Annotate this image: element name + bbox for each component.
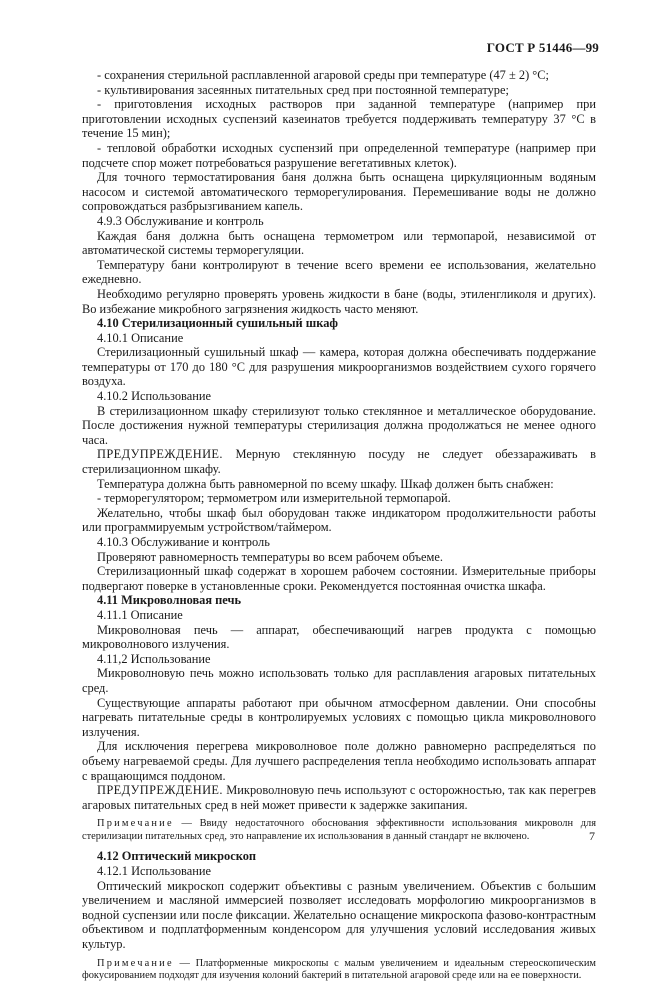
list-item: - приготовления исходных растворов при заданной температуре (например при приготовлении исходных суспензий казеинатов требуется поддерживать температуру 37 °С в течение 15 мин); xyxy=(82,97,596,141)
subsection-title: 4.9.3 Обслуживание и контроль xyxy=(97,213,264,228)
note-paragraph xyxy=(82,958,596,983)
body-paragraph: Необходимо регулярно проверять уровень жидкости в бане (воды, этиленгликоля и других). Во избежание микробного загрязнения жидкость часто меняют. xyxy=(82,286,596,316)
warning-text: Мерную стеклянную посуду не следует обеззараживать в стерилизационном шкафу. xyxy=(82,447,596,477)
section-heading: 4.12 Оптический микроскоп xyxy=(97,849,257,864)
body-paragraph: Желательно, чтобы шкаф был оборудован также индикатором продолжительности работы или программируемым устройством/таймером. xyxy=(82,505,596,535)
body-paragraph: Стерилизационный сушильный шкаф — камера, которая должна обеспечивать поддержание температуры от 170 до 180 °С для разрушения микроорганизмов воздействием сухого горячего воздуха. xyxy=(82,345,596,389)
note-text: — Ввиду недостаточного обоснования эффективности использования микроволн для стерилизации питательных сред, это направление их использования в данный стандарт не включено. xyxy=(82,818,596,842)
subsection-title: 4.10.2 Использование xyxy=(97,389,211,404)
subsection-title: 4.12.1 Использование xyxy=(97,864,211,879)
list-item: - тепловой обработки исходных суспензий при определенной температуре (например при подсчете спор может потребоваться разрушение вегетативных клеток). xyxy=(82,140,596,170)
body-paragraph: Проверяют равномерность температуры во всем рабочем объеме. xyxy=(97,549,443,564)
body-paragraph: Стерилизационный шкаф содержат в хорошем рабочем состоянии. Измерительные приборы подвергают поверке в установленные сроки. Рекомендуется постоянная очистка шкафа. xyxy=(82,564,596,593)
body-paragraph: Каждая баня должна быть оснащена термометром или термопарой, независимой от автоматической системы терморегуляции. xyxy=(82,228,596,258)
note-paragraph xyxy=(82,818,596,843)
warning-paragraph xyxy=(82,783,596,812)
subsection-title: 4.11.1 Описание xyxy=(97,607,183,622)
list-item: - сохранения стерильной расплавленной агаровой среды при температуре (47 ± 2) °С; xyxy=(97,68,549,82)
warning-label: ПРЕДУПРЕЖДЕНИЕ. xyxy=(97,783,223,798)
body-paragraph: Для точного термостатирования баня должна быть оснащена циркуляционным водяным насосом и системой автоматического терморегулирования. Перемешивание воды не должно сопровождаться разбрызгиванием капель. xyxy=(82,170,596,214)
warning-label: ПРЕДУПРЕЖДЕНИЕ. xyxy=(97,447,223,462)
body-paragraph: Микроволновая печь — аппарат, обеспечивающий нагрев продукта с помощью микроволнового излучения. xyxy=(82,622,596,652)
note-label: Примечание xyxy=(97,818,174,830)
subsection-title: 4.10.3 Обслуживание и контроль xyxy=(97,535,270,549)
warning-paragraph xyxy=(82,447,596,476)
body-paragraph: Существующие аппараты работают при обычном атмосферном давлении. Они способны нагревать питательные среды в контролируемых условиях с помощью цикла микроволнового излучения. xyxy=(82,695,596,739)
warning-text: Микроволновую печь используют с осторожностью, так как перегрев агаровых питательных сред в ней может привести к задержке закипания. xyxy=(82,783,596,812)
list-item: - культивирования засеянных питательных сред при постоянной температуре; xyxy=(97,82,509,97)
body-paragraph: Для исключения перегрева микроволновое поле должно равномерно распределяться по объему нагреваемой среды. Для лучшего распределения тепла необходимо использовать аппарат с вращающимся поддоном. xyxy=(82,739,596,783)
document-code-header: ГОСТ Р 51446—99 xyxy=(486,40,599,55)
subsection-title: 4.10.1 Описание xyxy=(97,330,184,345)
body-paragraph: Температура должна быть равномерной по всему шкафу. Шкаф должен быть снабжен: xyxy=(97,476,554,491)
page-number: 7 xyxy=(589,829,595,843)
note-label: Примечание xyxy=(97,957,174,969)
body-paragraph: Оптический микроскоп содержит объективы с разным увеличением. Объектив с большим увеличением и масляной иммерсией позволяет исследовать морфологию микроорганизмов в водной суспензии или после фиксации. Желательно оснащение микроскопа фазово-контрастным объективом и подплатформенным конденсором для улучшения условий исследования живых культур. xyxy=(82,878,596,952)
section-heading: 4.10 Стерилизационный сушильный шкаф xyxy=(97,316,338,331)
section-heading: 4.11 Микроволновая печь xyxy=(97,593,242,608)
body-paragraph: Температуру бани контролируют в течение всего времени ее использования, желательно ежедневно. xyxy=(82,257,596,287)
list-item: - терморегулятором; термометром или измерительной термопарой. xyxy=(97,491,451,506)
note-text: — Платформенные микроскопы с малым увеличением и идеальным стереоскопическим фокусированием подходят для изучения колоний бактерий в питательной агаровой среде или на ее поверхности. xyxy=(82,957,596,982)
body-paragraph: Микроволновую печь можно использовать только для расплавления агаровых питательных сред. xyxy=(82,666,596,695)
subsection-title: 4.11,2 Использование xyxy=(97,651,211,666)
document-body xyxy=(82,68,596,989)
body-paragraph: В стерилизационном шкафу стерилизуют только стеклянное и металлическое оборудование. После достижения нужной температуры стерилизация должна продолжаться не менее одного часа. xyxy=(82,403,596,447)
